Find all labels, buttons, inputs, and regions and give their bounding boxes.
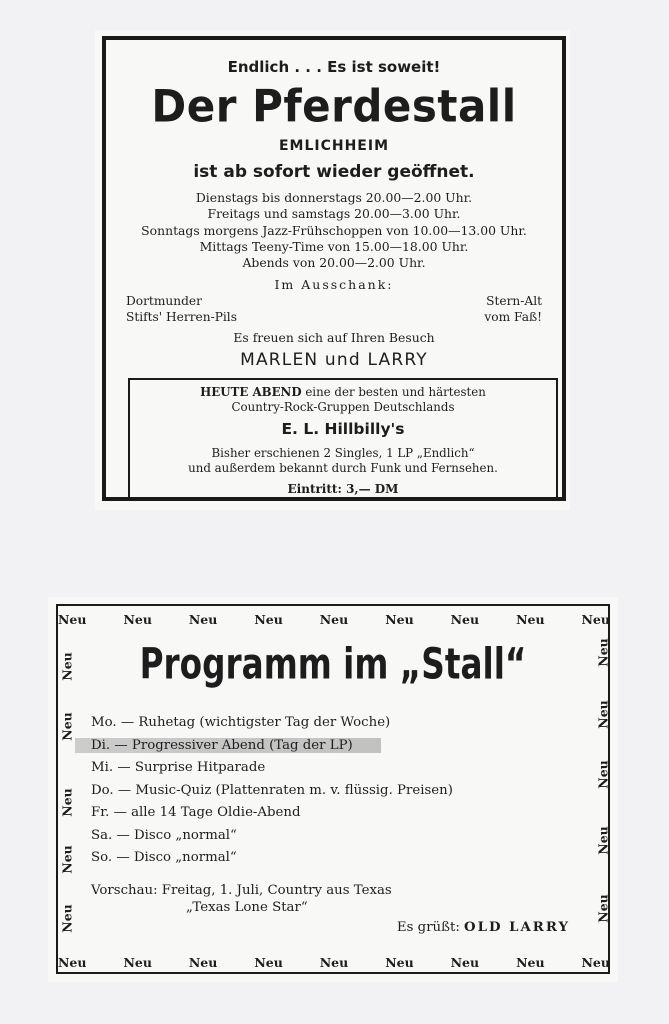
releases-line: und außerdem bekannt durch Funk und Fernsehen. <box>188 461 498 475</box>
greeting-prefix: Es grüßt: <box>396 920 465 935</box>
neu-label: Neu <box>59 904 75 933</box>
neu-label: Neu <box>516 955 545 970</box>
beer-line: Dortmunder <box>126 294 202 308</box>
headline: Endlich . . . Es ist soweit! <box>227 58 441 76</box>
schedule-row <box>91 735 453 758</box>
program-title: Programm im „Stall“ <box>139 639 527 689</box>
preview-line: Vorschau: Freitag, 1. Juli, Country aus Texas <box>91 883 392 898</box>
tonight-description: eine der besten und härtesten <box>301 385 486 399</box>
venue-title: Der Pferdestall <box>151 80 517 133</box>
releases-text <box>130 446 556 476</box>
border-rule <box>56 972 610 974</box>
schedule-row: Mo. — Ruhetag (wichtigster Tag der Woche) <box>91 715 391 730</box>
neu-label: Neu <box>595 826 611 855</box>
neu-label: Neu <box>254 955 283 970</box>
neu-label: Neu <box>188 612 218 627</box>
tonight-line <box>130 385 556 400</box>
tonight-box <box>128 378 558 500</box>
greeting-signature: OLD LARRY <box>464 920 570 935</box>
neu-label: Neu <box>319 612 349 627</box>
advertisement-frame <box>102 36 566 501</box>
neu-label: Neu <box>59 788 75 817</box>
neu-border-bottom <box>58 955 610 970</box>
opening-hours <box>106 190 562 271</box>
schedule-row: Fr. — alle 14 Tage Oldie-Abend <box>91 805 301 820</box>
neu-label: Neu <box>123 612 152 627</box>
neu-label: Neu <box>58 612 87 627</box>
pferdestall-advertisement <box>95 30 570 510</box>
neu-label: Neu <box>581 612 610 627</box>
neu-label: Neu <box>581 955 610 970</box>
tonight-label: HEUTE ABEND <box>200 385 302 399</box>
hours-line: Sonntags morgens Jazz-Frühschoppen von 10.00—13.00 Uhr. <box>141 222 527 238</box>
hosts-names: MARLEN und LARRY <box>240 350 428 370</box>
preview-line: „Texas Lone Star“ <box>186 900 308 915</box>
hours-line: Mittags Teeny-Time von 15.00—18.00 Uhr. <box>199 238 469 254</box>
schedule-row: Do. — Music-Quiz (Plattenraten m. v. flüssig. Preisen) <box>91 782 453 798</box>
town-name: EMLICHHEIM <box>278 138 390 154</box>
hours-line: Dienstags bis donnerstags 20.00—2.00 Uhr. <box>195 190 473 205</box>
neu-label: Neu <box>450 955 480 970</box>
neu-border-top <box>58 612 610 627</box>
tap-beer-right <box>484 293 542 325</box>
neu-label: Neu <box>595 700 611 729</box>
neu-label: Neu <box>595 638 611 667</box>
programm-advertisement <box>48 597 618 982</box>
neu-label: Neu <box>595 894 611 923</box>
band-name: E. L. Hillbilly's <box>281 420 405 438</box>
beer-line: Stern-Alt <box>486 294 542 308</box>
preview-text <box>91 882 392 916</box>
neu-label: Neu <box>385 955 414 970</box>
neu-label: Neu <box>59 652 75 681</box>
neu-label: Neu <box>188 955 218 970</box>
hours-line: Freitags und samstags 20.00—3.00 Uhr. <box>207 206 461 222</box>
border-rule <box>56 604 610 606</box>
neu-label: Neu <box>59 845 75 874</box>
neu-label: Neu <box>58 955 87 970</box>
neu-label: Neu <box>516 612 545 627</box>
greeting <box>397 920 570 935</box>
weekly-schedule <box>91 712 453 870</box>
neu-label: Neu <box>385 612 414 627</box>
entry-price: Eintritt: 3,— DM <box>287 482 399 496</box>
releases-line: Bisher erschienen 2 Singles, 1 LP „Endlich“ <box>211 446 475 460</box>
tap-beer-left <box>126 293 237 325</box>
beer-line: Stifts' Herren-Pils <box>126 310 237 324</box>
neu-label: Neu <box>59 712 75 741</box>
schedule-row: Sa. — Disco „normal“ <box>91 827 237 843</box>
beer-line: vom Faß! <box>484 310 542 324</box>
reopen-notice: ist ab sofort wieder geöffnet. <box>193 162 475 182</box>
neu-label: Neu <box>123 955 152 970</box>
schedule-row: So. — Disco „normal“ <box>91 850 237 865</box>
border-rule <box>56 604 58 974</box>
neu-label: Neu <box>319 955 349 970</box>
neu-label: Neu <box>595 760 611 789</box>
tonight-line: Country-Rock-Gruppen Deutschlands <box>231 400 455 414</box>
tonight-text <box>130 385 556 415</box>
welcome-text: Es freuen sich auf Ihren Besuch <box>233 330 435 345</box>
schedule-row: Mi. — Surprise Hitparade <box>91 760 266 775</box>
neu-label: Neu <box>450 612 480 627</box>
neu-label: Neu <box>254 612 283 627</box>
tap-heading: Im Ausschank: <box>274 277 394 292</box>
highlighted-schedule-entry: Di. — Progressiver Abend (Tag der LP) <box>75 738 381 753</box>
hours-line: Abends von 20.00—2.00 Uhr. <box>242 255 426 271</box>
